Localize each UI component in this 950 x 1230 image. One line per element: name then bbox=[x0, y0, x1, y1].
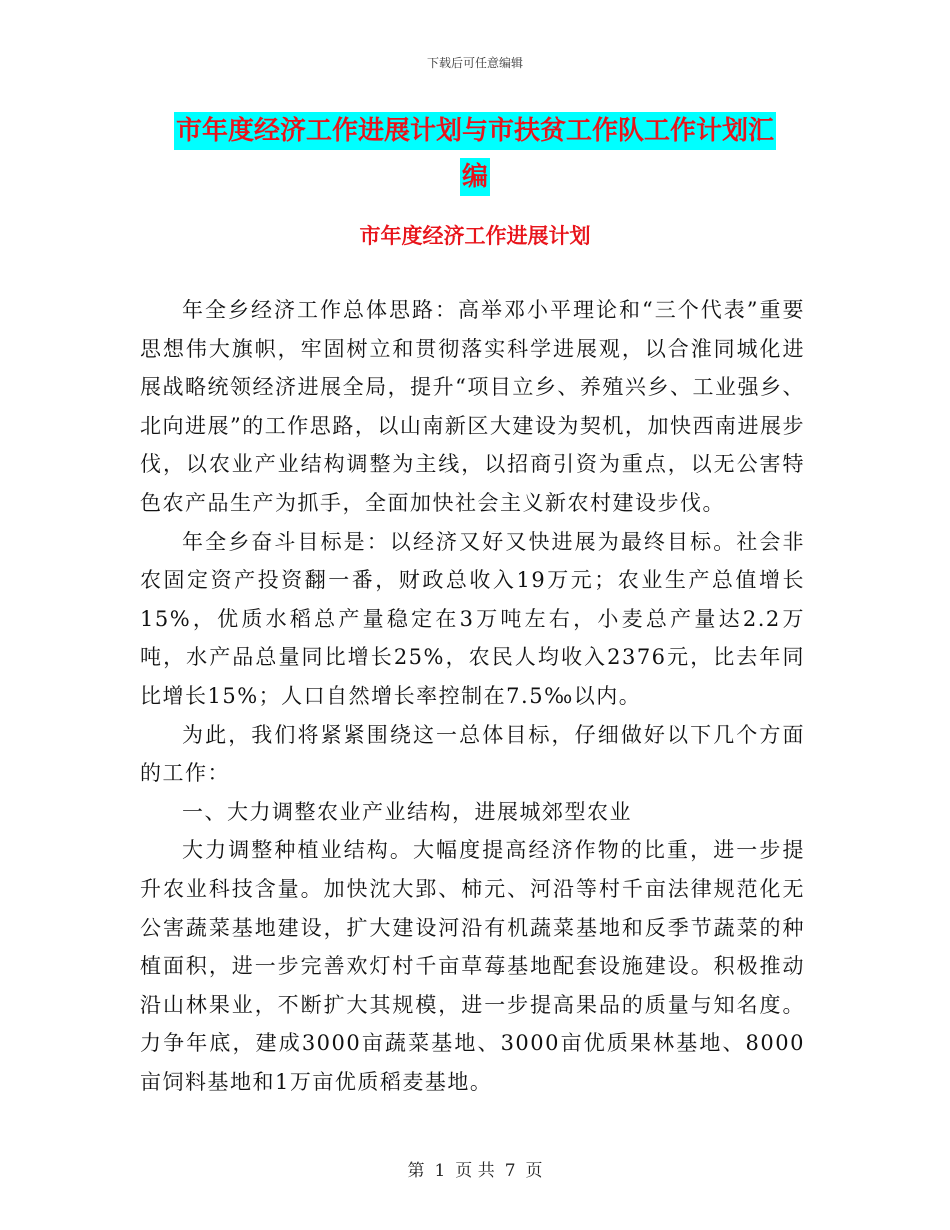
body-text bbox=[140, 291, 805, 1101]
paragraph-planting-structure: 大力调整种植业结构。大幅度提高经济作物的比重，进一步提升农业科技含量。加快沈大郢、柿元、河沿等村千亩法律规范化无公害蔬菜基地建设，扩大建设河沿有机蔬菜基地和反季节蔬菜的种植面积，进一步完善欢灯村千亩草莓基地配套设施建设。积极推动沿山林果业，不断扩大其规模，进一步提高果品的质量与知名度。力争年底，建成3000亩蔬菜基地、3000亩优质果林基地、8000亩饲料基地和1万亩优质稻麦基地。 bbox=[140, 838, 805, 1094]
document-title-line-1: 市年度经济工作进展计划与市扶贫工作队工作计划汇 bbox=[174, 112, 776, 150]
footer-prefix: 第 bbox=[407, 1161, 425, 1181]
footer-total-pages: 7 bbox=[504, 1161, 516, 1181]
paragraph-heading-one: 一、大力调整农业产业结构，进展城郊型农业 bbox=[182, 799, 632, 824]
footer-suffix: 页 bbox=[525, 1161, 543, 1181]
footer-middle: 页 共 bbox=[455, 1161, 495, 1181]
document-title bbox=[140, 108, 810, 200]
paragraph-annual-goals: 年全乡奋斗目标是：以经济又好又快进展为最终目标。社会非农固定资产投资翻一番，财政总收入19万元；农业生产总值增长15%，优质水稻总产量稳定在3万吨左右，小麦总产量达2.2万吨，水产品总量同比增长25%，农民人均收入2376元，比去年同比增长15%；人口自然增长率控制在7.5‰以内。 bbox=[140, 529, 805, 708]
page-footer bbox=[0, 1156, 950, 1181]
section-title: 市年度经济工作进展计划 bbox=[359, 224, 591, 248]
document-title-line-2: 编 bbox=[460, 158, 490, 196]
footer-page-number: 1 bbox=[434, 1161, 446, 1181]
paragraph-intro-tasks: 为此，我们将紧紧围绕这一总体目标，仔细做好以下几个方面的工作： bbox=[140, 722, 805, 786]
header-note: 下载后可任意编辑 bbox=[426, 56, 523, 70]
paragraph-overall-approach: 年全乡经济工作总体思路：高举邓小平理论和“三个代表”重要思想伟大旗帜，牢固树立和贯彻落实科学进展观，以合淮同城化进展战略统领经济进展全局，提升“项目立乡、养殖兴乡、工业强乡、北向进展”的工作思路，以山南新区大建设为契机，加快西南进展步伐，以农业产业结构调整为主线，以招商引资为重点，以无公害特色农产品生产为抓手，全面加快社会主义新农村建设步伐。 bbox=[140, 298, 805, 515]
